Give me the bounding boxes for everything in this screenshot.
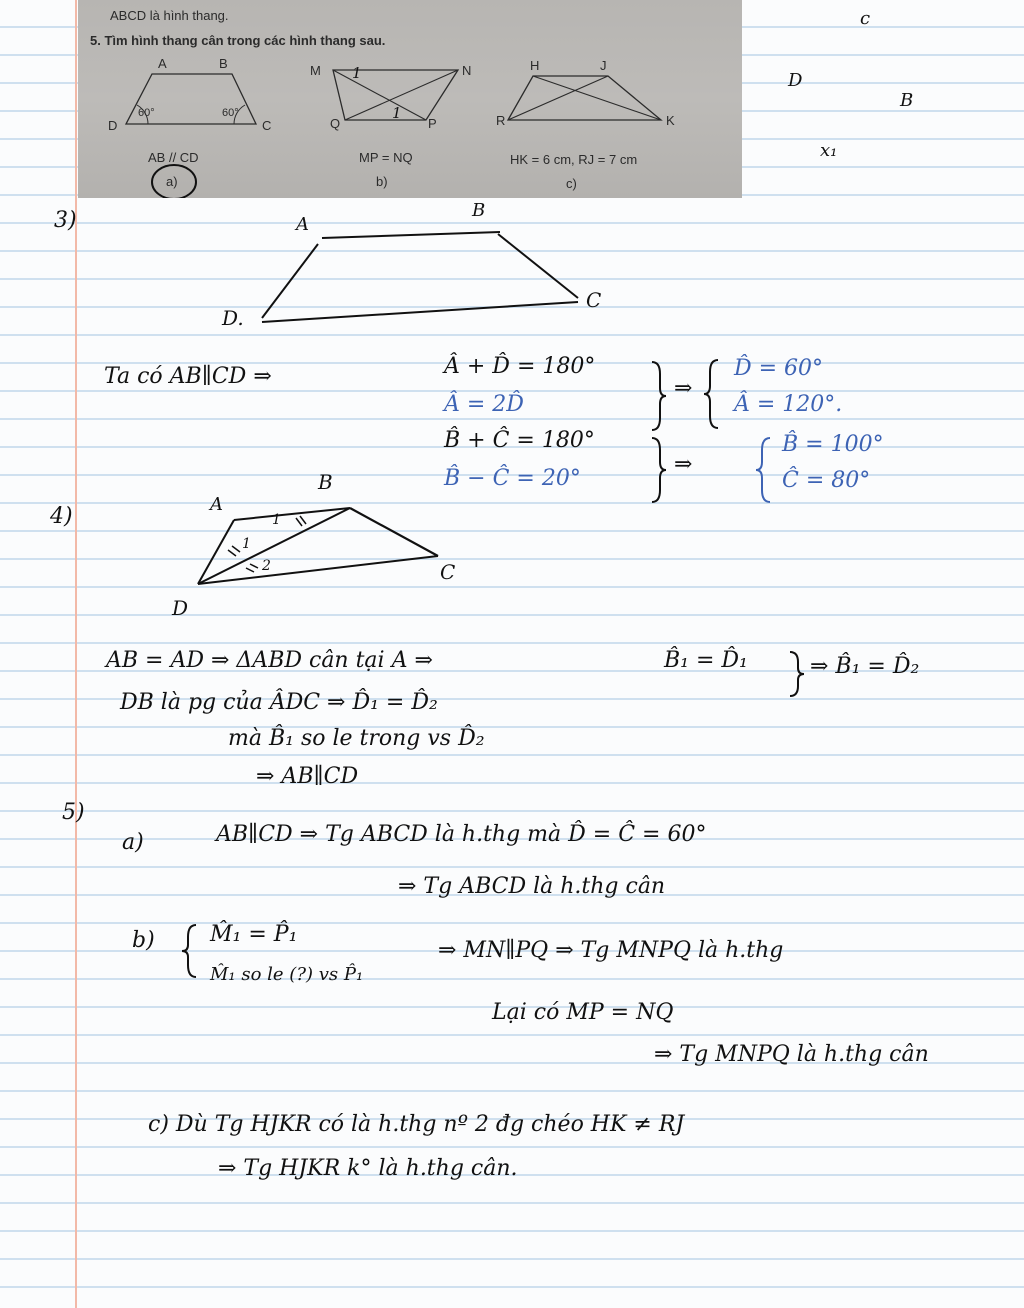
figure-tag: c)	[566, 176, 577, 191]
proof-step: AB∥CD ⇒ Tg ABCD là h.thg mà D̂ = Ĉ = 60°	[216, 822, 707, 847]
proof-step: M̂₁ so le (?) vs P̂₁	[210, 964, 364, 985]
angle-index: 1	[272, 512, 281, 528]
proof-step: M̂₁ = P̂₁	[210, 922, 298, 947]
figure-tag: a)	[166, 174, 178, 189]
scribble: x₁	[820, 140, 838, 161]
proof-step: ⇒ MN∥PQ ⇒ Tg MNPQ là h.thg	[438, 938, 784, 963]
angle-index: 2	[262, 558, 271, 574]
segment-dc	[262, 302, 578, 322]
angle-mark	[296, 516, 306, 526]
proof-conclusion: ⇒ Tg HJKR k° là h.thg cân.	[218, 1156, 518, 1181]
vertex-label: J	[600, 58, 607, 73]
vertex-label: A	[296, 214, 309, 235]
scribble: D	[788, 70, 803, 91]
proof-conclusion: ⇒ Tg MNPQ là h.thg cân	[654, 1042, 929, 1067]
angle-label: 60°	[138, 107, 155, 119]
segment-ad	[262, 244, 318, 318]
implies-arrow: ⇒	[674, 452, 693, 477]
vertex-label: D.	[222, 306, 244, 330]
equation: B̂ + Ĉ = 180°	[444, 428, 595, 453]
angle-mark: 1	[392, 104, 402, 122]
equation: Â = 2D̂	[444, 392, 524, 417]
angle-mark	[228, 546, 240, 556]
proof-step: c) Dù Tg HJKR có là h.thg nº 2 đg chéo HK ≠ RJ	[148, 1112, 685, 1137]
scribble: c	[860, 8, 871, 29]
vertex-label: A	[158, 56, 167, 71]
result: Â = 120°.	[734, 392, 843, 417]
result: Ĉ = 80°	[782, 468, 871, 493]
exercise-prompt: 5. Tìm hình thang cân trong các hình thang sau.	[90, 33, 386, 48]
vertex-label: B	[219, 56, 228, 71]
proof-step: DB là pg của ÂDC ⇒ D̂₁ = D̂₂	[120, 690, 438, 715]
vertex-label: B	[318, 470, 333, 494]
brace	[790, 652, 804, 696]
implies-arrow: ⇒	[674, 376, 693, 401]
part-label: b)	[132, 928, 155, 953]
equation: Â + D̂ = 180°	[444, 354, 596, 379]
angle-index: 1	[242, 536, 251, 552]
vertex-label: P	[428, 116, 437, 131]
angle-label: 60°	[222, 107, 239, 119]
brace	[756, 438, 770, 502]
equation: B̂ − Ĉ = 20°	[444, 466, 581, 491]
brace	[652, 438, 666, 502]
problem-5-label: 5)	[62, 800, 85, 825]
proof-step: B̂₁ = D̂₁	[664, 648, 748, 673]
segment-dc	[198, 556, 438, 584]
textbook-line: ABCD là hình thang.	[110, 8, 229, 23]
figure-condition: AB // CD	[148, 150, 199, 165]
vertex-label: R	[496, 113, 506, 128]
vertex-label: K	[666, 113, 675, 128]
vertex-label: Q	[330, 116, 341, 131]
vertex-label: H	[530, 58, 540, 73]
figure-condition: MP = NQ	[359, 150, 413, 165]
segment-bc	[498, 234, 578, 298]
problem-3-given: Ta có AB∥CD ⇒	[104, 364, 272, 389]
part-label: a)	[122, 830, 144, 855]
problem-3-label: 3)	[54, 208, 77, 233]
segment-ab	[234, 508, 350, 520]
vertex-label: C	[440, 560, 456, 584]
segment-bc	[350, 508, 438, 556]
result: B̂ = 100°	[782, 432, 884, 457]
vertex-label: A	[210, 494, 223, 515]
proof-conclusion: ⇒ Tg ABCD là h.thg cân	[398, 874, 666, 899]
proof-step: AB = AD ⇒ ΔABD cân tại A ⇒	[106, 648, 433, 673]
brace	[704, 360, 718, 428]
brace	[182, 925, 196, 977]
proof-step: Lại có MP = NQ	[492, 1000, 674, 1025]
vertex-label: B	[472, 200, 486, 221]
vertex-label: D	[172, 596, 189, 620]
figure-condition: HK = 6 cm, RJ = 7 cm	[510, 152, 638, 167]
brace	[652, 362, 666, 430]
angle-mark	[246, 564, 258, 572]
vertex-label: N	[462, 63, 472, 78]
problem-4-label: 4)	[50, 504, 73, 529]
vertex-label: C	[586, 288, 602, 312]
vertex-label: D	[108, 118, 118, 133]
segment-ab	[322, 232, 500, 238]
figure-tag: b)	[376, 174, 388, 189]
scribble: B	[900, 90, 914, 111]
proof-conclusion: ⇒ AB∥CD	[256, 764, 359, 789]
vertex-label: M	[310, 63, 321, 78]
proof-step: mà B̂₁ so le trong vs D̂₂	[228, 726, 485, 751]
vertex-label: C	[262, 118, 272, 133]
angle-mark: 1	[352, 64, 362, 82]
result: D̂ = 60°	[734, 356, 824, 381]
proof-step: ⇒ B̂₁ = D̂₂	[810, 654, 920, 679]
